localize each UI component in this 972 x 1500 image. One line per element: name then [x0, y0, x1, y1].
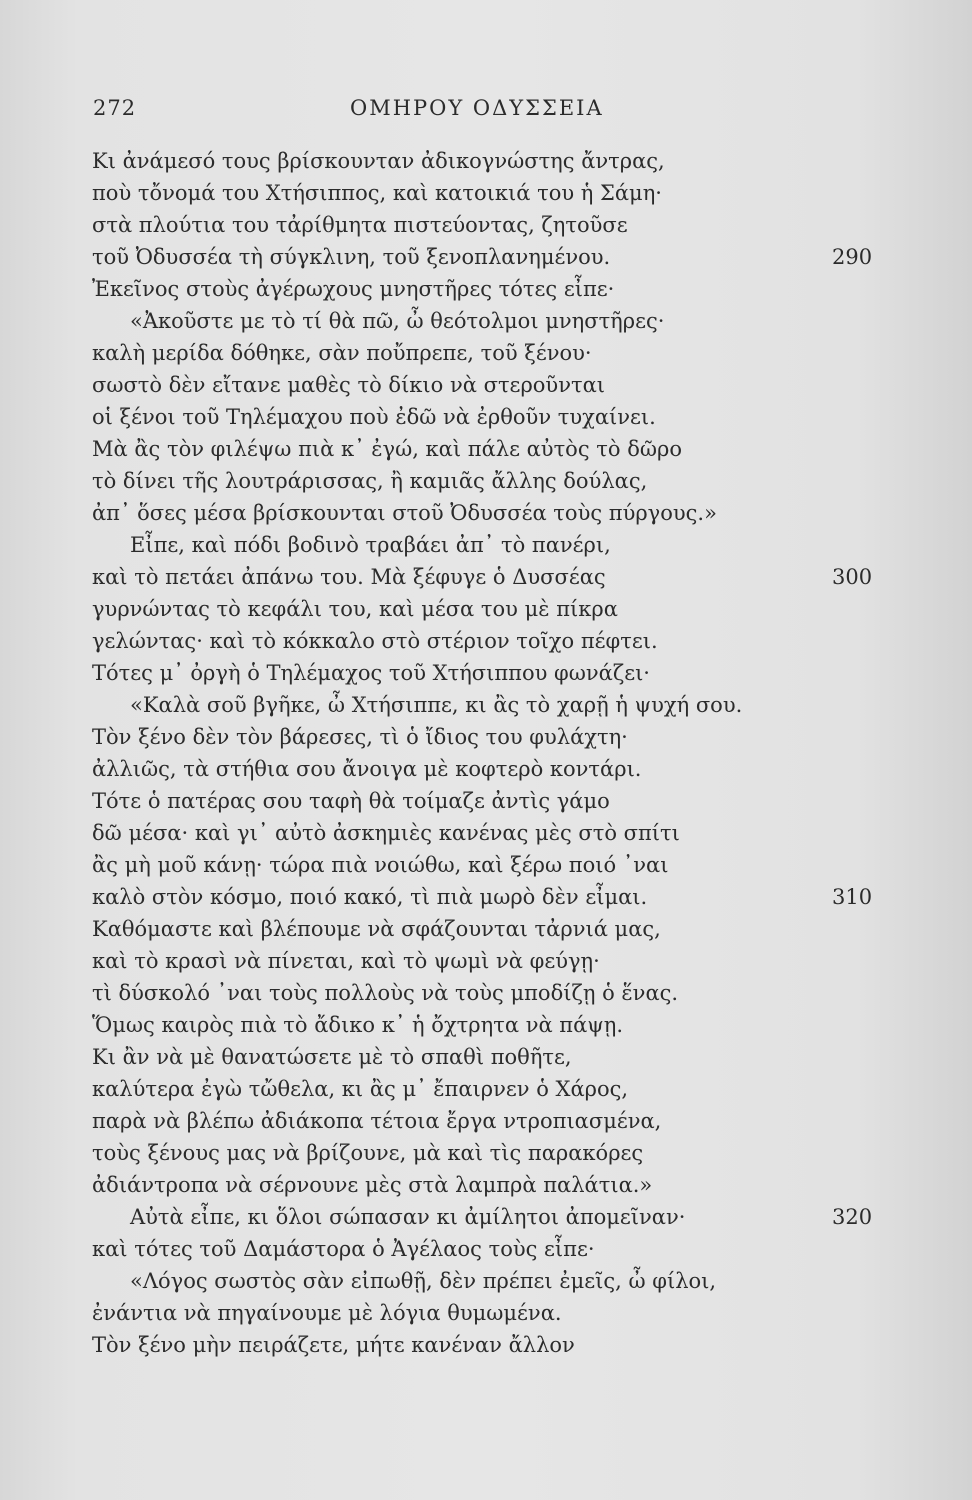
verse-text: τοὺς ξένους μας νὰ βρίζουνε, μὰ καὶ τὶς παρακόρες — [92, 1141, 644, 1165]
verse-line — [0, 1233, 972, 1265]
verse-text: τὸ δίνει τῆς λουτράρισσας, ἢ καμιᾶς ἄλλης δούλας, — [92, 469, 648, 493]
verse-line — [0, 177, 972, 209]
verse-line — [0, 241, 972, 273]
line-number: 290 — [832, 245, 873, 269]
verse-line — [0, 1265, 972, 1297]
verse-line — [0, 1041, 972, 1073]
verse-line — [0, 785, 972, 817]
verse-line — [0, 913, 972, 945]
verse-text: οἱ ξένοι τοῦ Τηλέμαχου ποὺ ἐδῶ νὰ ἐρθοῦν τυχαίνει. — [92, 405, 656, 429]
verse-text: Κι ἂν νὰ μὲ θανατώσετε μὲ τὸ σπαθὶ ποθῆτε, — [92, 1045, 572, 1069]
verse-text: ἂς μὴ μοῦ κάνῃ· τώρα πιὰ νοιώθω, καὶ ξέρω ποιό ᾿ναι — [92, 853, 669, 877]
verse-line — [0, 945, 972, 977]
verse-line — [0, 209, 972, 241]
verse-line — [0, 305, 972, 337]
verse-line — [0, 1105, 972, 1137]
verse-text: καὶ τὸ κρασὶ νὰ πίνεται, καὶ τὸ ψωμὶ νὰ φεύγῃ· — [92, 949, 600, 973]
verse-line — [0, 1201, 972, 1233]
verse-line — [0, 881, 972, 913]
line-number: 310 — [832, 885, 873, 909]
verse-line — [0, 625, 972, 657]
verse-line — [0, 1009, 972, 1041]
verse-line — [0, 753, 972, 785]
verse-text: Αὐτὰ εἶπε, κι ὅλοι σώπασαν κι ἀμίλητοι ἀπομεῖναν· — [130, 1205, 686, 1229]
verse-text: καλὴ μερίδα δόθηκε, σὰν ποὔπρεπε, τοῦ ξένου· — [92, 341, 592, 365]
verse-line — [0, 433, 972, 465]
verse-line — [0, 401, 972, 433]
line-number: 300 — [832, 565, 873, 589]
verse-text: Ἐκεῖνος στοὺς ἀγέρωχους μνηστῆρες τότες εἶπε· — [92, 277, 615, 301]
verse-line — [0, 497, 972, 529]
verse-text: Τὸν ξένο μὴν πειράζετε, μήτε κανέναν ἄλλον — [92, 1333, 575, 1357]
verse-text: «Λόγος σωστὸς σὰν εἰπωθῇ, δὲν πρέπει ἐμεῖς, ὦ φίλοι, — [130, 1269, 717, 1293]
verse-text: Εἶπε, καὶ πόδι βοδινὸ τραβάει ἀπ᾿ τὸ πανέρι, — [130, 533, 611, 557]
verse-line — [0, 337, 972, 369]
verse-text: Κι ἀνάμεσό τους βρίσκουνταν ἀδικογνώστης ἄντρας, — [92, 149, 665, 173]
verse-line — [0, 721, 972, 753]
page-number: 272 — [93, 96, 137, 120]
verse-text: «Ἀκοῦστε με τὸ τί θὰ πῶ, ὦ θεότολμοι μνηστῆρες· — [130, 309, 665, 333]
running-head: ΟΜΗΡΟΥ ΟΔΥΣΣΕΙΑ — [350, 96, 604, 120]
verse-text: στὰ πλούτια του τἀρίθμητα πιστεύοντας, ζητοῦσε — [92, 213, 628, 237]
verse-text: Τότε ὁ πατέρας σου ταφὴ θὰ τοίμαζε ἀντὶς γάμο — [92, 789, 610, 813]
verse-text: καλύτερα ἐγὼ τὤθελα, κι ἂς μ᾿ ἔπαιρνεν ὁ Χάρος, — [92, 1077, 629, 1101]
verse-text: καὶ τὸ πετάει ἀπάνω του. Μὰ ξέφυγε ὁ Δυσσέας — [92, 565, 606, 589]
verse-text: «Καλὰ σοῦ βγῆκε, ὦ Χτήσιππε, κι ἂς τὸ χαρῇ ἡ ψυχή σου. — [130, 693, 743, 717]
verse-text: Τὸν ξένο δὲν τὸν βάρεσες, τὶ ὁ ἴδιος του φυλάχτη· — [92, 725, 628, 749]
verse-line — [0, 1297, 972, 1329]
verse-line — [0, 849, 972, 881]
verse-text: ἀλλιῶς, τὰ στήθια σου ἄνοιγα μὲ κοφτερὸ κοντάρι. — [92, 757, 642, 781]
verse-line — [0, 1329, 972, 1361]
verse-list — [0, 145, 972, 1361]
verse-text: Τότες μ᾿ ὀργὴ ὁ Τηλέμαχος τοῦ Χτήσιππου φωνάζει· — [92, 661, 650, 685]
line-number: 320 — [832, 1205, 873, 1229]
verse-text: παρὰ νὰ βλέπω ἀδιάκοπα τέτοια ἔργα ντροπιασμένα, — [92, 1109, 662, 1133]
verse-text: σωστὸ δὲν εἴτανε μαθὲς τὸ δίκιο νὰ στεροῦνται — [92, 373, 605, 397]
verse-text: γελώντας· καὶ τὸ κόκκαλο στὸ στέριον τοῖχο πέφτει. — [92, 629, 658, 653]
verse-line — [0, 561, 972, 593]
verse-line — [0, 145, 972, 177]
verse-text: ἀπ᾿ ὅσες μέσα βρίσκουνται στοῦ Ὀδυσσέα τοὺς πύργους.» — [92, 501, 717, 525]
verse-line — [0, 465, 972, 497]
verse-text: γυρνώντας τὸ κεφάλι του, καὶ μέσα του μὲ πίκρα — [92, 597, 618, 621]
verse-line — [0, 369, 972, 401]
verse-text: ἀδιάντροπα νὰ σέρνουνε μὲς στὰ λαμπρὰ παλάτια.» — [92, 1173, 653, 1197]
verse-line — [0, 529, 972, 561]
verse-line — [0, 1073, 972, 1105]
verse-text: τοῦ Ὀδυσσέα τὴ σύγκλινη, τοῦ ξενοπλανημένου. — [92, 245, 611, 269]
verse-text: ποὺ τὄνομά του Χτήσιππος, καὶ κατοικιά του ἡ Σάμη· — [92, 181, 662, 205]
verse-line — [0, 977, 972, 1009]
verse-line — [0, 657, 972, 689]
verse-text: Καθόμαστε καὶ βλέπουμε νὰ σφάζουνται τἀρνιά μας, — [92, 917, 661, 941]
verse-line — [0, 1169, 972, 1201]
verse-text: καὶ τότες τοῦ Δαμάστορα ὁ Ἀγέλαος τοὺς εἶπε· — [92, 1237, 595, 1261]
verse-text: καλὸ στὸν κόσμο, ποιό κακό, τὶ πιὰ μωρὸ δὲν εἶμαι. — [92, 885, 648, 909]
verse-line — [0, 273, 972, 305]
verse-text: Μὰ ἂς τὸν φιλέψω πιὰ κ᾿ ἐγώ, καὶ πάλε αὐτὸς τὸ δῶρο — [92, 437, 682, 461]
verse-line — [0, 1137, 972, 1169]
verse-text: Ὅμως καιρὸς πιὰ τὸ ἄδικο κ᾿ ἡ ὄχτρητα νὰ πάψῃ. — [92, 1013, 624, 1037]
verse-line — [0, 689, 972, 721]
verse-line — [0, 817, 972, 849]
verse-text: τὶ δύσκολό ᾿ναι τοὺς πολλοὺς νὰ τοὺς μποδίζῃ ὁ ἕνας. — [92, 981, 679, 1005]
verse-line — [0, 593, 972, 625]
verse-text: ἐνάντια νὰ πηγαίνουμε μὲ λόγια θυμωμένα. — [92, 1301, 562, 1325]
verse-text: δῶ μέσα· καὶ γι᾿ αὐτὸ ἀσκημιὲς κανένας μὲς στὸ σπίτι — [92, 821, 680, 845]
